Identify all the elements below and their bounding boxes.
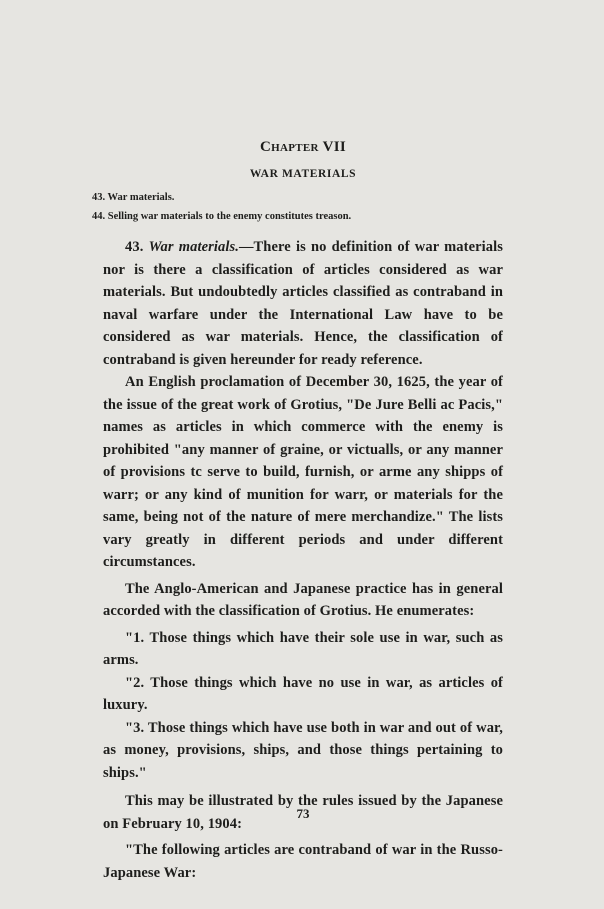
body-text [103, 236, 503, 884]
paragraph: "The following articles are contraband of war in the Russo-Japanese War: [103, 842, 503, 881]
quote-item: "1. Those things which have their sole use in war, such as arms. [103, 629, 503, 668]
section-number: 43. [125, 239, 144, 255]
quote-item: "3. Those things which have use both in war and out of war, as money, provisions, ships, and those things pertaining to ships." [103, 719, 503, 781]
paragraph: This may be illustrated by the rules issued by the Japanese on February 10, 1904: [103, 793, 503, 832]
section-title: War materials. [148, 239, 239, 255]
quote-item: "2. Those things which have no use in war, as articles of luxury. [103, 674, 503, 713]
contents-item: 43. War materials. [92, 192, 175, 203]
contents-item: 44. Selling war materials to the enemy constitutes treason. [92, 211, 352, 222]
section-paragraph [103, 236, 503, 371]
paragraph: The Anglo-American and Japanese practice has in general accorded with the classification of Grotius. He enumerates: [103, 580, 503, 619]
chapter-heading: Chapter VII [260, 139, 346, 155]
section-text: —There is no definition of war materials nor is there a classification of articles considered as war materials. But undoubtedly articles classified as contraband in naval warfare under the International Law have to be considered as war materials. Hence, the classification of contraband is given hereunder for ready reference. [103, 239, 503, 368]
paragraph: An English proclamation of December 30, 1625, the year of the issue of the great work of Grotius, "De Jure Belli ac Pacis," names as articles in which commerce with the enemy is prohibited "any manner of graine, or victualls, or any manner of provisions tc serve to build, furnish, or arme any shipps of warr; or any kind of munition for warr, or materials for the same, being not of the nature of mere merchandize." The lists vary greatly in different periods and under different circumstances. [103, 374, 503, 570]
page-number: 73 [296, 806, 310, 821]
chapter-subtitle: WAR MATERIALS [249, 168, 357, 180]
section-contents [92, 188, 512, 226]
